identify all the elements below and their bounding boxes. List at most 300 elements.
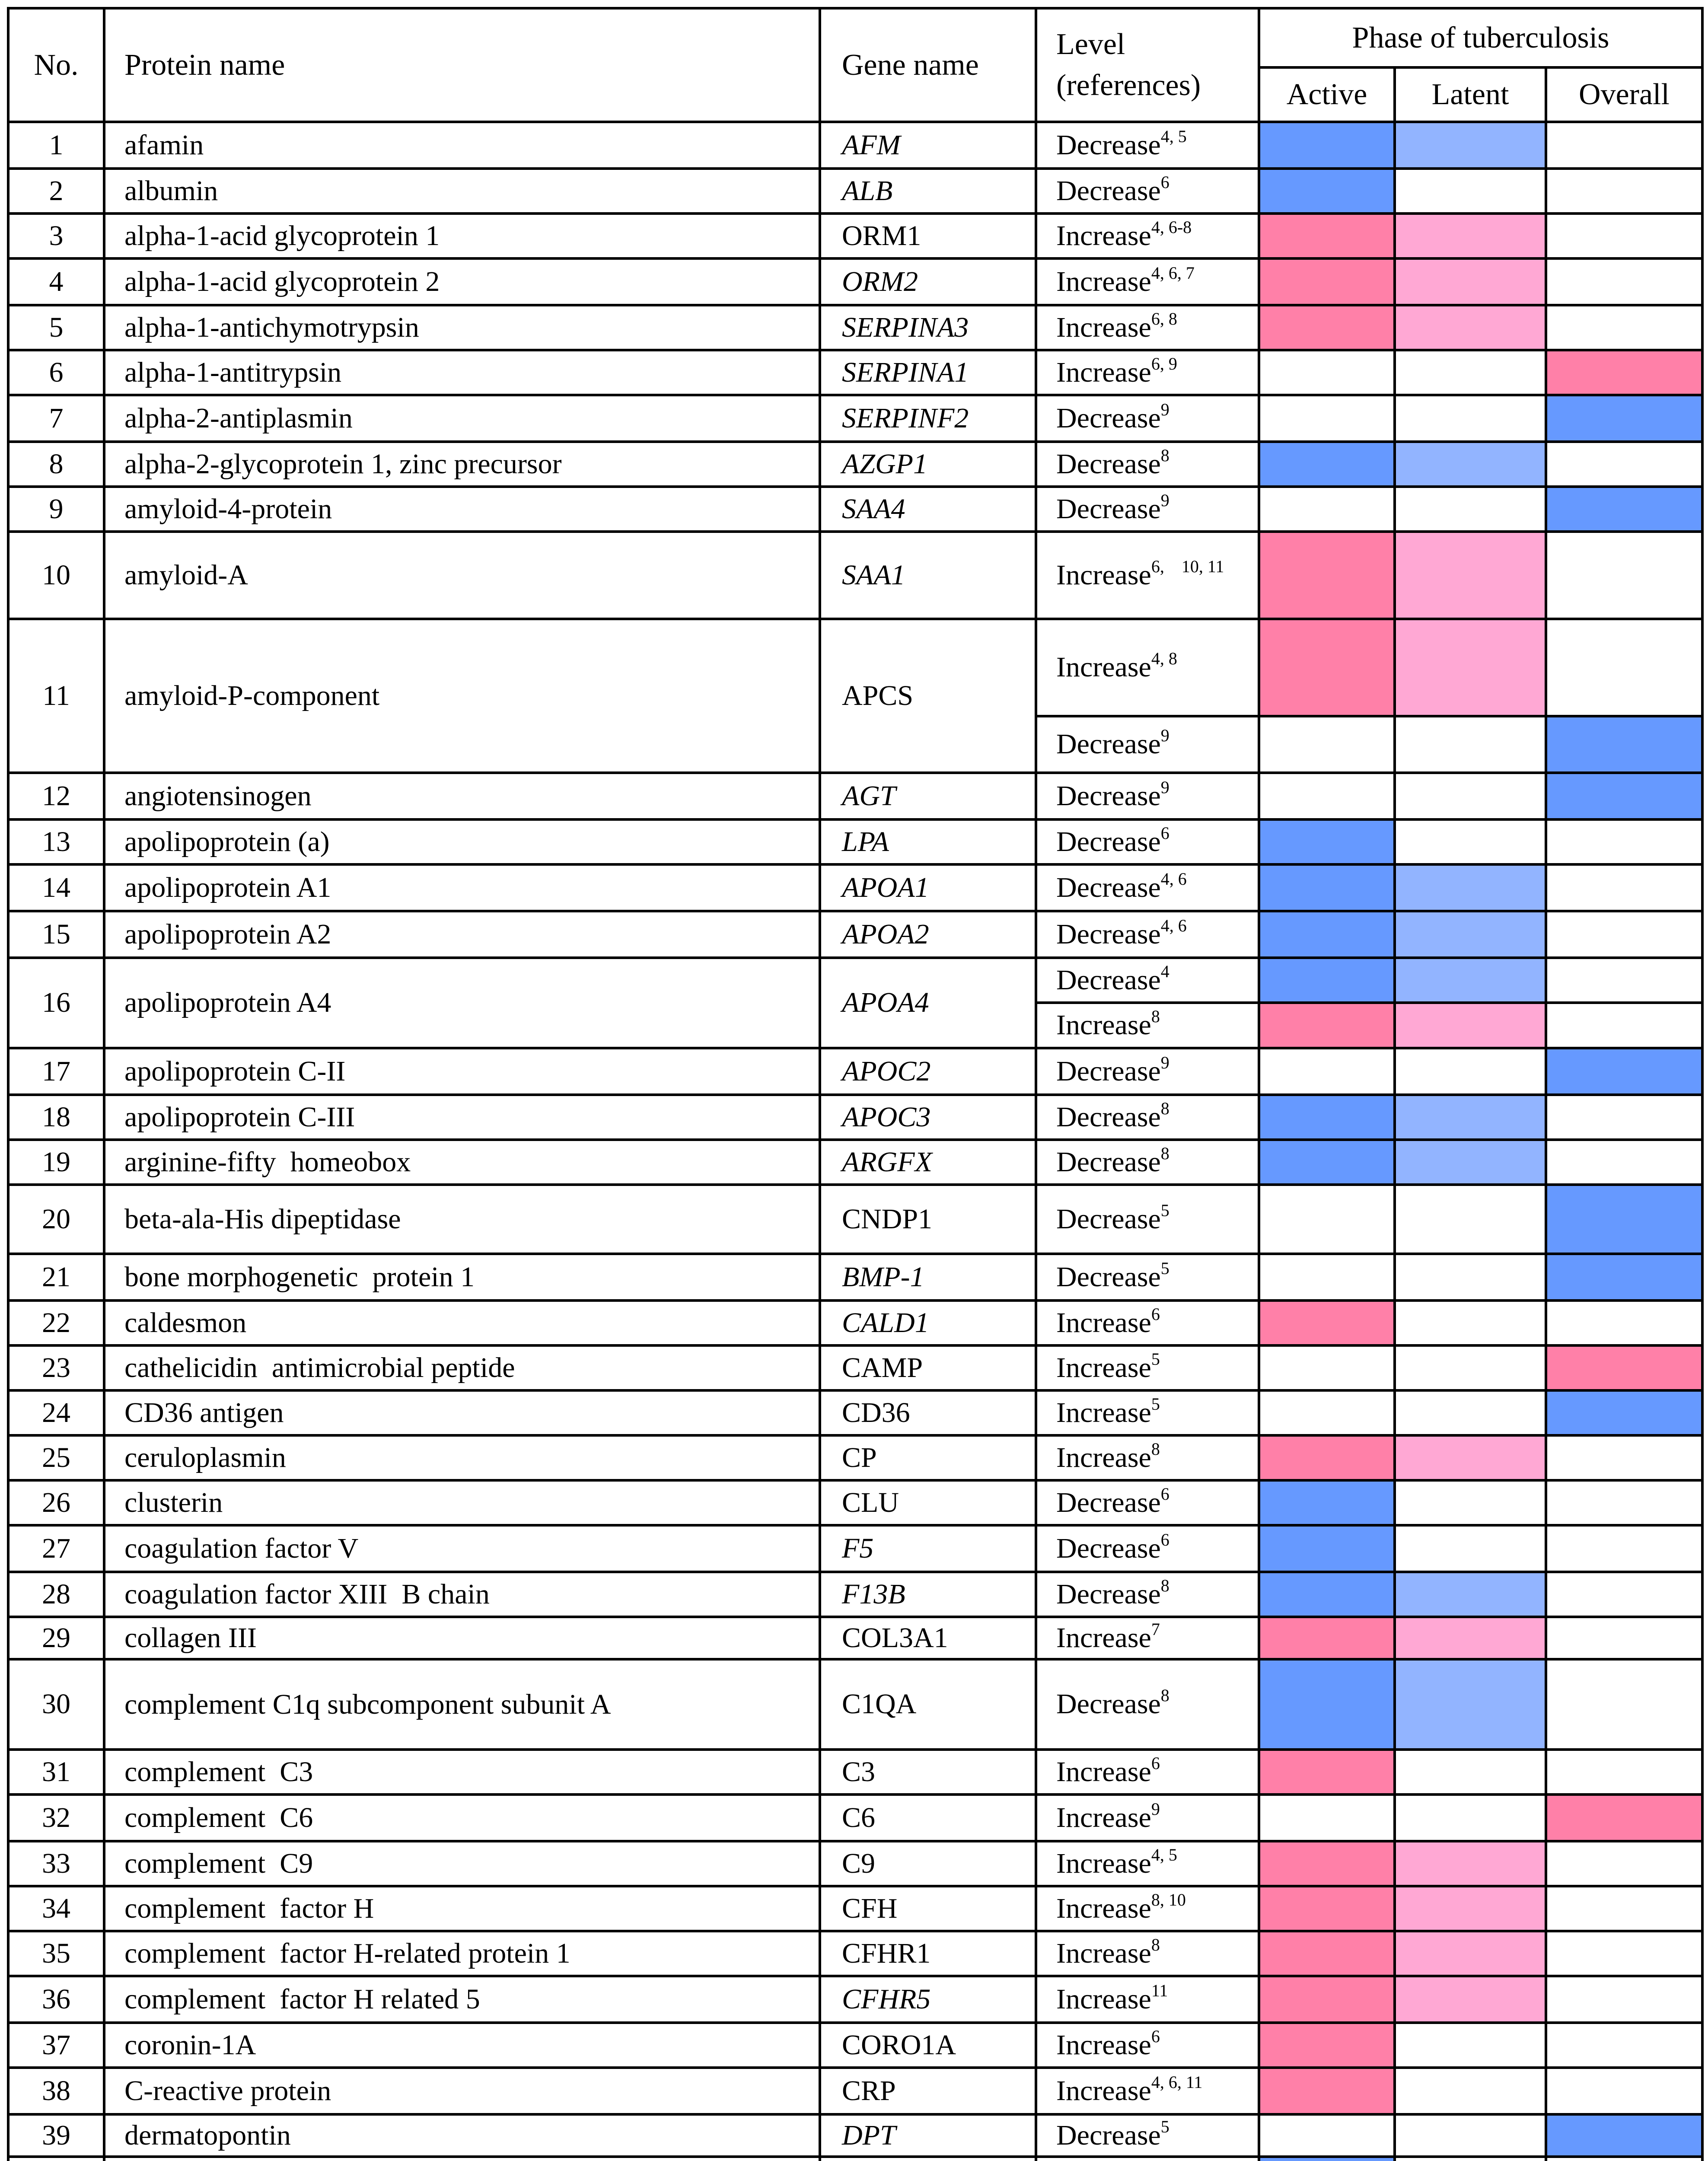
- phase-active-cell: [1259, 1254, 1395, 1300]
- row-number: 36: [8, 1976, 104, 2023]
- row-number: 1: [8, 122, 104, 169]
- protein-name: complement factor H: [104, 1886, 820, 1931]
- row-number: 37: [8, 2023, 104, 2068]
- row-number: 25: [8, 1435, 104, 1480]
- phase-active-cell: [1259, 1794, 1395, 1841]
- phase-overall-cell: [1546, 1480, 1702, 1525]
- gene-name: C1QA: [820, 1659, 1036, 1750]
- table-row: [8, 1480, 1702, 1525]
- phase-active-cell: [1259, 258, 1395, 305]
- phase-active-cell: [1259, 1976, 1395, 2023]
- row-number: 14: [8, 864, 104, 911]
- protein-name: apolipoprotein C-II: [104, 1048, 820, 1095]
- table-row: [8, 1390, 1702, 1435]
- gene-name: CNDP1: [820, 1185, 1036, 1254]
- protein-name: collagen III: [104, 1617, 820, 1659]
- level-references: 4: [1160, 961, 1169, 981]
- level-text: Decrease: [1056, 175, 1161, 207]
- level-references: 6, 8: [1151, 309, 1177, 328]
- phase-active-cell: [1259, 1886, 1395, 1931]
- phase-active-cell: [1259, 1185, 1395, 1254]
- level-text: Decrease: [1056, 918, 1161, 950]
- gene-name: C6: [820, 1794, 1036, 1841]
- gene-name: SAA4: [820, 487, 1036, 532]
- header-level-line2: (references): [1056, 68, 1201, 102]
- row-number: 23: [8, 1345, 104, 1390]
- protein-name: CD36 antigen: [104, 1390, 820, 1435]
- row-number: 3: [8, 214, 104, 258]
- table-row: [8, 2114, 1702, 2157]
- phase-latent-cell: [1395, 1931, 1546, 1976]
- row-number: 15: [8, 911, 104, 958]
- phase-latent-cell: [1395, 1300, 1546, 1345]
- level-references: 5: [1160, 2116, 1169, 2136]
- phase-active-cell: [1259, 395, 1395, 442]
- phase-latent-cell: [1395, 2023, 1546, 2068]
- level-cell: [1036, 1185, 1259, 1254]
- gene-name: SAA1: [820, 532, 1036, 619]
- level-cell: [1036, 1931, 1259, 1976]
- level-cell: [1036, 1886, 1259, 1931]
- level-cell: [1036, 2114, 1259, 2157]
- table-row: [8, 958, 1702, 1003]
- level-references: 6, 9: [1151, 354, 1177, 373]
- protein-name: arginine-fifty homeobox: [104, 1140, 820, 1185]
- level-text: Increase: [1056, 1801, 1151, 1833]
- level-text: Decrease: [1056, 728, 1161, 760]
- level-cell: [1036, 1617, 1259, 1659]
- phase-active-cell: [1259, 2157, 1395, 2161]
- phase-active-cell: [1259, 1140, 1395, 1185]
- level-references: 8: [1160, 1686, 1169, 1705]
- row-number: 6: [8, 350, 104, 395]
- phase-active-cell: [1259, 169, 1395, 214]
- protein-name: albumin: [104, 169, 820, 214]
- phase-overall-cell: [1546, 1886, 1702, 1931]
- gene-name: ORM1: [820, 214, 1036, 258]
- phase-active-cell: [1259, 773, 1395, 819]
- phase-active-cell: [1259, 1525, 1395, 1572]
- phase-active-cell: [1259, 1572, 1395, 1617]
- phase-latent-cell: [1395, 1254, 1546, 1300]
- level-references: 4, 6, 7: [1151, 263, 1195, 283]
- phase-active-cell: [1259, 305, 1395, 350]
- gene-name: C3: [820, 1750, 1036, 1794]
- phase-overall-cell: [1546, 773, 1702, 819]
- table-row: [8, 350, 1702, 395]
- level-references: 8: [1160, 1143, 1169, 1163]
- phase-overall-cell: [1546, 258, 1702, 305]
- gene-name: AGT: [820, 773, 1036, 819]
- protein-name: dermatopontin: [104, 2114, 820, 2157]
- level-references: 6: [1160, 823, 1169, 843]
- table-row: [8, 2023, 1702, 2068]
- protein-name: amyloid-A: [104, 532, 820, 619]
- phase-overall-cell: [1546, 122, 1702, 169]
- header-active: Active: [1259, 67, 1395, 122]
- phase-latent-cell: [1395, 1794, 1546, 1841]
- gene-name: CALD1: [820, 1300, 1036, 1345]
- phase-overall-cell: [1546, 487, 1702, 532]
- level-text: Decrease: [1056, 1578, 1161, 1610]
- phase-active-cell: [1259, 487, 1395, 532]
- phase-active-cell: [1259, 2023, 1395, 2068]
- level-text: Decrease: [1056, 1101, 1161, 1133]
- table-row: [8, 1750, 1702, 1794]
- header-level-line1: Level: [1056, 28, 1125, 61]
- level-cell: [1036, 1525, 1259, 1572]
- table-row: [8, 1140, 1702, 1185]
- level-text: Increase: [1056, 1937, 1151, 1969]
- phase-active-cell: [1259, 1345, 1395, 1390]
- gene-name: APOA4: [820, 958, 1036, 1048]
- gene-name: APCS: [820, 619, 1036, 773]
- gene-name: ARGFX: [820, 1140, 1036, 1185]
- phase-overall-cell: [1546, 395, 1702, 442]
- level-text: Decrease: [1056, 1203, 1161, 1235]
- phase-active-cell: [1259, 1435, 1395, 1480]
- row-number: 17: [8, 1048, 104, 1095]
- protein-name: coronin-1A: [104, 2023, 820, 2068]
- level-text: Decrease: [1056, 448, 1161, 480]
- level-cell: [1036, 1048, 1259, 1095]
- protein-name: complement factor H-related protein 1: [104, 1931, 820, 1976]
- level-cell: [1036, 1003, 1259, 1048]
- level-references: 6: [1160, 1530, 1169, 1549]
- level-text: Increase: [1056, 2029, 1151, 2061]
- table-row: [8, 1931, 1702, 1976]
- phase-latent-cell: [1395, 1185, 1546, 1254]
- gene-name: CP: [820, 1435, 1036, 1480]
- protein-name: angiotensinogen: [104, 773, 820, 819]
- row-number: 22: [8, 1300, 104, 1345]
- phase-active-cell: [1259, 532, 1395, 619]
- level-references: 9: [1160, 490, 1169, 510]
- level-cell: [1036, 122, 1259, 169]
- protein-name: cathelicidin antimicrobial peptide: [104, 1345, 820, 1390]
- level-cell: [1036, 619, 1259, 716]
- phase-active-cell: [1259, 2114, 1395, 2157]
- row-number: 33: [8, 1841, 104, 1886]
- table-row: [8, 1572, 1702, 1617]
- protein-name: complement C9: [104, 1841, 820, 1886]
- phase-latent-cell: [1395, 442, 1546, 487]
- level-text: Decrease: [1056, 1261, 1161, 1293]
- level-text: Decrease: [1056, 1532, 1161, 1564]
- table-row: [8, 1525, 1702, 1572]
- protein-name: alpha-1-acid glycoprotein 1: [104, 214, 820, 258]
- level-text: Decrease: [1056, 1146, 1161, 1178]
- protein-name: apolipoprotein (a): [104, 819, 820, 864]
- phase-latent-cell: [1395, 716, 1546, 773]
- table-row: [8, 1435, 1702, 1480]
- level-cell: [1036, 442, 1259, 487]
- protein-name: complement C6: [104, 1794, 820, 1841]
- gene-name: DPT: [820, 2114, 1036, 2157]
- level-text: Decrease: [1056, 871, 1161, 903]
- level-references: 9: [1160, 399, 1169, 419]
- protein-name: complement factor H related 5: [104, 1976, 820, 2023]
- level-text: Increase: [1056, 651, 1151, 683]
- phase-active-cell: [1259, 1841, 1395, 1886]
- table-row: [8, 442, 1702, 487]
- protein-name: alpha-1-antitrypsin: [104, 350, 820, 395]
- phase-latent-cell: [1395, 1976, 1546, 2023]
- level-references: 5: [1151, 1394, 1160, 1414]
- row-number: 21: [8, 1254, 104, 1300]
- phase-latent-cell: [1395, 350, 1546, 395]
- table-row: [8, 395, 1702, 442]
- level-cell: [1036, 214, 1259, 258]
- level-cell: [1036, 1794, 1259, 1841]
- phase-latent-cell: [1395, 305, 1546, 350]
- table-row: [8, 305, 1702, 350]
- level-cell: [1036, 258, 1259, 305]
- table-row: [8, 1345, 1702, 1390]
- table-row: [8, 1254, 1702, 1300]
- table-row: [8, 1300, 1702, 1345]
- phase-overall-cell: [1546, 1572, 1702, 1617]
- phase-active-cell: [1259, 1750, 1395, 1794]
- level-references: 8, 10: [1151, 1890, 1186, 1909]
- phase-latent-cell: [1395, 1617, 1546, 1659]
- table-row: [8, 911, 1702, 958]
- phase-latent-cell: [1395, 1345, 1546, 1390]
- row-number: 38: [8, 2068, 104, 2114]
- protein-name: [104, 2157, 820, 2161]
- gene-name: CFHR5: [820, 1976, 1036, 2023]
- phase-overall-cell: [1546, 169, 1702, 214]
- level-cell: [1036, 487, 1259, 532]
- level-references: 4, 6, 11: [1151, 2072, 1203, 2092]
- phase-overall-cell: [1546, 442, 1702, 487]
- table-row: [8, 1659, 1702, 1750]
- level-text: Decrease: [1056, 780, 1161, 812]
- row-number: 35: [8, 1931, 104, 1976]
- level-cell: [1036, 716, 1259, 773]
- level-references: 8: [1151, 1439, 1160, 1459]
- level-cell: [1036, 819, 1259, 864]
- level-references: 8: [1151, 1007, 1160, 1026]
- phase-latent-cell: [1395, 958, 1546, 1003]
- phase-overall-cell: [1546, 1750, 1702, 1794]
- phase-active-cell: [1259, 1003, 1395, 1048]
- phase-latent-cell: [1395, 258, 1546, 305]
- header-no: No.: [8, 8, 104, 122]
- phase-active-cell: [1259, 1048, 1395, 1095]
- table-row: [8, 532, 1702, 619]
- level-references: 4, 5: [1151, 1845, 1177, 1865]
- row-number: 19: [8, 1140, 104, 1185]
- phase-active-cell: [1259, 716, 1395, 773]
- phase-active-cell: [1259, 958, 1395, 1003]
- protein-name: alpha-1-acid glycoprotein 2: [104, 258, 820, 305]
- row-number: 13: [8, 819, 104, 864]
- protein-name: apolipoprotein A2: [104, 911, 820, 958]
- row-number: 18: [8, 1095, 104, 1140]
- level-text: Decrease: [1056, 129, 1161, 161]
- level-text: Increase: [1056, 311, 1151, 343]
- table-row: [8, 1095, 1702, 1140]
- row-number: 24: [8, 1390, 104, 1435]
- protein-name: complement C3: [104, 1750, 820, 1794]
- protein-name: clusterin: [104, 1480, 820, 1525]
- gene-name: BMP-1: [820, 1254, 1036, 1300]
- protein-name: coagulation factor XIII B chain: [104, 1572, 820, 1617]
- table-row: [8, 1617, 1702, 1659]
- gene-name: F13B: [820, 1572, 1036, 1617]
- level-cell: [1036, 1140, 1259, 1185]
- phase-overall-cell: [1546, 2157, 1702, 2161]
- level-cell: [1036, 2068, 1259, 2114]
- phase-latent-cell: [1395, 1480, 1546, 1525]
- phase-overall-cell: [1546, 819, 1702, 864]
- table-row: [8, 819, 1702, 864]
- protein-name: beta-ala-His dipeptidase: [104, 1185, 820, 1254]
- header-overall: Overall: [1546, 67, 1702, 122]
- level-cell: [1036, 2157, 1259, 2161]
- phase-overall-cell: [1546, 716, 1702, 773]
- row-number: 34: [8, 1886, 104, 1931]
- header-phase: Phase of tuberculosis: [1259, 8, 1702, 67]
- row-number: 10: [8, 532, 104, 619]
- gene-name: [820, 2157, 1036, 2161]
- phase-active-cell: [1259, 1300, 1395, 1345]
- level-text: Increase: [1056, 2075, 1151, 2107]
- phase-active-cell: [1259, 1095, 1395, 1140]
- level-references: 6: [1151, 1753, 1160, 1773]
- protein-name: apolipoprotein A4: [104, 958, 820, 1048]
- protein-name: alpha-2-glycoprotein 1, zinc precursor: [104, 442, 820, 487]
- gene-name: CFHR1: [820, 1931, 1036, 1976]
- level-cell: [1036, 1976, 1259, 2023]
- phase-latent-cell: [1395, 1048, 1546, 1095]
- level-references: 9: [1151, 1799, 1160, 1819]
- header-level: [1036, 8, 1259, 122]
- header-gene-name: Gene name: [820, 8, 1036, 122]
- phase-latent-cell: [1395, 1525, 1546, 1572]
- level-references: 4, 8: [1151, 649, 1177, 669]
- level-cell: [1036, 1095, 1259, 1140]
- table-row: [8, 214, 1702, 258]
- gene-name: SERPINA1: [820, 350, 1036, 395]
- phase-latent-cell: [1395, 773, 1546, 819]
- level-references: 7: [1151, 1619, 1160, 1639]
- phase-overall-cell: [1546, 911, 1702, 958]
- table-row: [8, 1794, 1702, 1841]
- protein-name: alpha-1-antichymotrypsin: [104, 305, 820, 350]
- level-cell: [1036, 305, 1259, 350]
- phase-active-cell: [1259, 1617, 1395, 1659]
- level-cell: [1036, 1300, 1259, 1345]
- row-number: 2: [8, 169, 104, 214]
- level-text: Increase: [1056, 1307, 1151, 1339]
- protein-name: apolipoprotein A1: [104, 864, 820, 911]
- level-text: Decrease: [1056, 1055, 1161, 1087]
- phase-latent-cell: [1395, 169, 1546, 214]
- phase-overall-cell: [1546, 1841, 1702, 1886]
- protein-name: C-reactive protein: [104, 2068, 820, 2114]
- phase-overall-cell: [1546, 1254, 1702, 1300]
- level-text: Increase: [1056, 1983, 1151, 2015]
- level-cell: [1036, 1750, 1259, 1794]
- level-references: 4, 6: [1160, 915, 1187, 935]
- level-text: Decrease: [1056, 1688, 1161, 1720]
- phase-latent-cell: [1395, 1750, 1546, 1794]
- level-references: 5: [1151, 1349, 1160, 1369]
- row-number: 5: [8, 305, 104, 350]
- level-text: Increase: [1056, 1009, 1151, 1041]
- level-cell: [1036, 1345, 1259, 1390]
- level-cell: [1036, 864, 1259, 911]
- protein-name: apolipoprotein C-III: [104, 1095, 820, 1140]
- phase-active-cell: [1259, 350, 1395, 395]
- phase-overall-cell: [1546, 350, 1702, 395]
- level-cell: [1036, 1390, 1259, 1435]
- level-cell: [1036, 958, 1259, 1003]
- gene-name: AZGP1: [820, 442, 1036, 487]
- phase-overall-cell: [1546, 619, 1702, 716]
- level-references: 4, 6: [1160, 869, 1187, 889]
- level-text: Increase: [1056, 220, 1151, 252]
- table-row: [8, 1185, 1702, 1254]
- level-references: 9: [1160, 1052, 1169, 1072]
- gene-name: CORO1A: [820, 2023, 1036, 2068]
- protein-name: alpha-2-antiplasmin: [104, 395, 820, 442]
- phase-overall-cell: [1546, 1048, 1702, 1095]
- phase-latent-cell: [1395, 1003, 1546, 1048]
- level-text: Decrease: [1056, 1486, 1161, 1518]
- gene-name: SERPINF2: [820, 395, 1036, 442]
- level-references: 4, 6-8: [1151, 217, 1192, 237]
- table-row: [8, 2068, 1702, 2114]
- phase-overall-cell: [1546, 1300, 1702, 1345]
- level-text: Increase: [1056, 1622, 1151, 1654]
- phase-latent-cell: [1395, 214, 1546, 258]
- phase-active-cell: [1259, 819, 1395, 864]
- level-cell: [1036, 1841, 1259, 1886]
- row-number: 39: [8, 2114, 104, 2157]
- level-text: Increase: [1056, 1351, 1151, 1383]
- phase-latent-cell: [1395, 864, 1546, 911]
- level-references: 8: [1160, 1575, 1169, 1595]
- level-references: 6: [1160, 172, 1169, 192]
- level-text: Increase: [1056, 1847, 1151, 1879]
- phase-overall-cell: [1546, 1185, 1702, 1254]
- protein-name: bone morphogenetic protein 1: [104, 1254, 820, 1300]
- protein-name: amyloid-4-protein: [104, 487, 820, 532]
- phase-active-cell: [1259, 1931, 1395, 1976]
- table-row: [8, 487, 1702, 532]
- phase-active-cell: [1259, 619, 1395, 716]
- level-cell: [1036, 532, 1259, 619]
- phase-active-cell: [1259, 911, 1395, 958]
- level-text: Increase: [1056, 1396, 1151, 1428]
- level-cell: [1036, 773, 1259, 819]
- level-text: Increase: [1056, 1441, 1151, 1473]
- phase-overall-cell: [1546, 1140, 1702, 1185]
- level-references: 9: [1160, 777, 1169, 797]
- level-cell: [1036, 395, 1259, 442]
- level-text: Decrease: [1056, 2119, 1161, 2151]
- row-number: 16: [8, 958, 104, 1048]
- phase-overall-cell: [1546, 305, 1702, 350]
- table-row: [8, 773, 1702, 819]
- phase-active-cell: [1259, 1390, 1395, 1435]
- gene-name: F5: [820, 1525, 1036, 1572]
- gene-name: AFM: [820, 122, 1036, 169]
- phase-latent-cell: [1395, 2114, 1546, 2157]
